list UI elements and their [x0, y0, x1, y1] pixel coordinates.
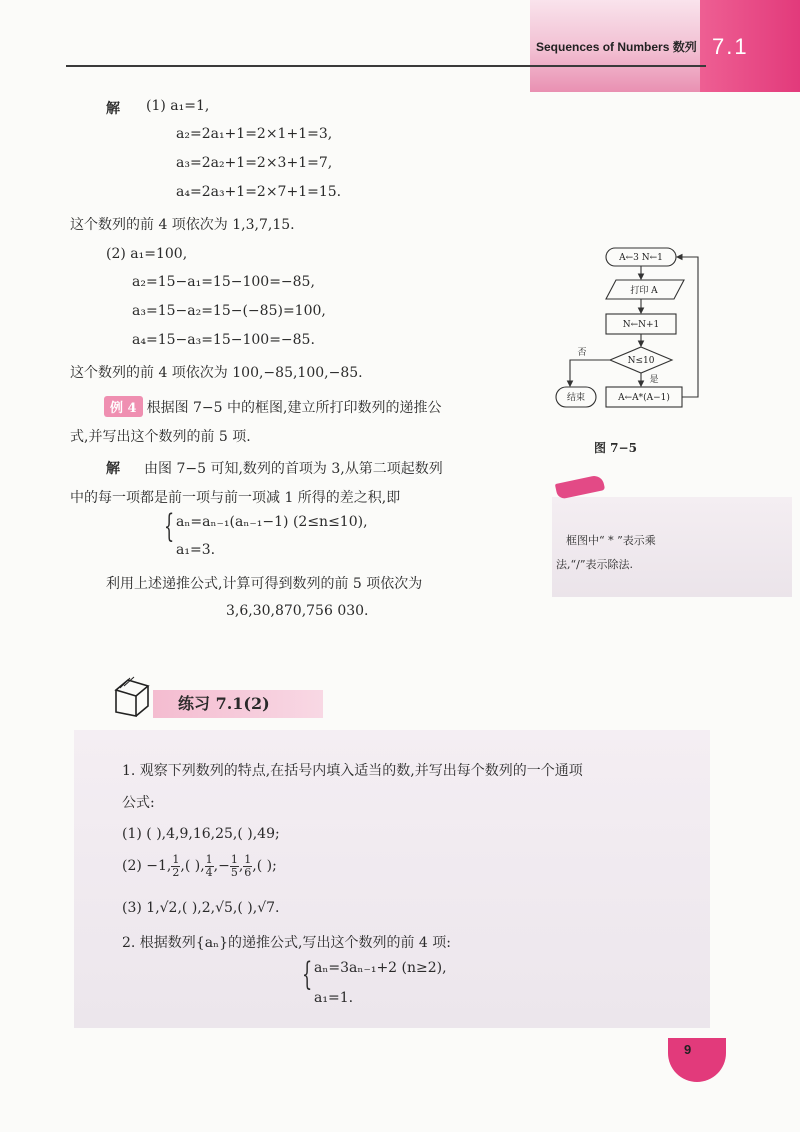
header-rule [66, 65, 706, 67]
page-tab [668, 1038, 726, 1082]
question-1-3: (3) 1,√2,( ),2,√5,( ),√7. [122, 900, 280, 916]
fraction-den: 6 [244, 865, 252, 879]
note-text: 法,“/”表示除法. [556, 558, 633, 571]
solution-label: 解 [106, 101, 120, 117]
solution-line: a₂=15−a₁=15−100=−85, [132, 274, 315, 290]
q2-formula: aₙ=3aₙ₋₁+2 (n≥2), [314, 960, 447, 976]
solution-line: a₄=2a₃+1=2×7+1=15. [176, 184, 342, 200]
book-icon [112, 672, 156, 718]
question-1-cont: 公式: [122, 795, 155, 811]
solution-line: a₂=2a₁+1=2×1+1=3, [176, 126, 333, 142]
header-section-number: 7.1 [712, 34, 749, 59]
solution-summary: 这个数列的前 4 项依次为 100,−85,100,−85. [70, 365, 363, 381]
flowchart-end-label: 结束 [566, 393, 586, 403]
flowchart-yes-label: 是 [649, 375, 659, 385]
solution-summary: 这个数列的前 4 项依次为 1,3,7,15. [70, 217, 295, 233]
flowchart-no-label: 否 [577, 348, 587, 358]
q1-2-part: , [238, 858, 244, 875]
q1-2-part: (2) −1, [122, 858, 172, 875]
brace-icon: { [164, 507, 175, 545]
solve-text: 中的每一项都是前一项与前一项减 1 所得的差之积,即 [70, 490, 401, 506]
solution-line: (2) a₁=100, [106, 246, 188, 262]
example-text: 根据图 7−5 中的框图,建立所打印数列的递推公 [146, 400, 442, 416]
figure-caption: 图 7−5 [594, 441, 637, 455]
page-number: 9 [684, 1042, 692, 1057]
flowchart-7-5 [548, 245, 708, 445]
question-2: 2. 根据数列{aₙ}的递推公式,写出这个数列的前 4 项: [122, 935, 451, 951]
solve-text: 由图 7−5 可知,数列的首项为 3,从第二项起数列 [144, 461, 443, 477]
formula-line: a₁=3. [176, 542, 216, 558]
question-1-1: (1) ( ),4,9,16,25,( ),49; [122, 826, 280, 842]
fraction-den: 5 [230, 865, 238, 879]
example-text-cont: 式,并写出这个数列的前 5 项. [70, 429, 251, 445]
fraction [205, 854, 214, 878]
fraction-num: 1 [172, 853, 180, 866]
fraction [230, 854, 239, 878]
solve-label: 解 [106, 461, 120, 477]
flowchart-increment-label: N←N+1 [622, 320, 660, 330]
q1-2-part: ,( ), [180, 858, 205, 875]
note-brush-icon [555, 474, 605, 500]
formula-line: aₙ=aₙ₋₁(aₙ₋₁−1) (2≤n≤10), [176, 514, 368, 530]
practice-title: 练习 7.1(2) [178, 694, 270, 713]
fraction-num: 1 [244, 853, 252, 866]
fraction-den: 4 [205, 865, 213, 879]
example-4-line [104, 396, 441, 417]
fraction-num: 1 [230, 853, 238, 866]
question-1: 1. 观察下列数列的特点,在括号内填入适当的数,并写出每个数列的一个通项 [122, 763, 583, 779]
q1-2-part: ,− [213, 858, 230, 875]
solution-line: (1) a₁=1, [146, 98, 210, 114]
fraction-den: 2 [172, 865, 180, 879]
fraction [243, 854, 252, 878]
q2-formula: a₁=1. [314, 990, 354, 1006]
solution-line: a₃=15−a₂=15−(−85)=100, [132, 303, 326, 319]
flowchart-start-label: A←3 N←1 [619, 253, 663, 263]
flowchart-update-label: A←A*(A−1) [618, 393, 670, 403]
solution-line: a₃=2a₂+1=2×3+1=7, [176, 155, 333, 171]
brace-icon: { [302, 955, 313, 993]
q1-2-part: ,( ); [252, 858, 277, 875]
flowchart-condition-label: N≤10 [627, 356, 655, 366]
flowchart-print-label: 打印 A [630, 286, 658, 296]
result-intro: 利用上述递推公式,计算可得到数列的前 5 项依次为 [106, 576, 423, 592]
header-title: Sequences of Numbers 数列 [536, 40, 697, 54]
note-text: 框图中“ * ”表示乘 [566, 534, 656, 547]
solution-line: a₄=15−a₃=15−100=−85. [132, 332, 315, 348]
result-values: 3,6,30,870,756 030. [226, 603, 369, 619]
question-1-2 [122, 854, 277, 878]
fraction-num: 1 [205, 853, 213, 866]
example-badge: 例 4 [104, 396, 143, 417]
